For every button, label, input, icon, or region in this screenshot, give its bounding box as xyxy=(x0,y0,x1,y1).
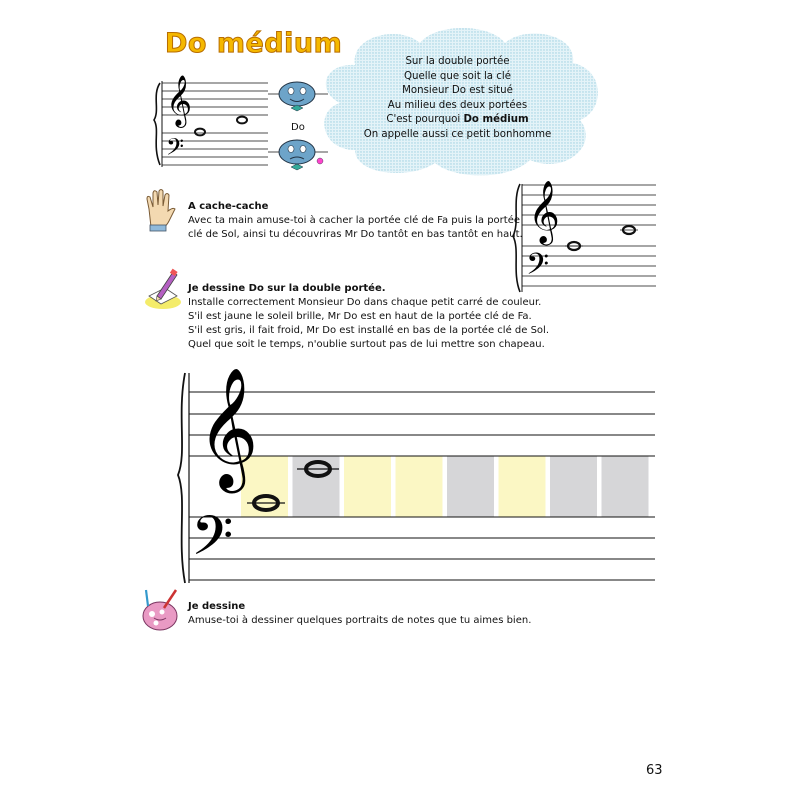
cache-cache-title: A cache-cache xyxy=(188,201,269,212)
yellow-box xyxy=(396,456,443,517)
dessine-do-line: Quel que soit le temps, n'oublie surtout pas de lui mettre son chapeau. xyxy=(188,339,545,350)
poem-line: Au milieu des deux portées xyxy=(387,99,528,111)
yellow-box xyxy=(344,456,391,517)
treble-clef-icon: 𝄞 xyxy=(197,366,259,488)
cache-cache-line: clé de Sol, ainsi tu découvriras Mr Do tantôt en bas tantôt en haut. xyxy=(188,229,523,240)
do-label: Do xyxy=(291,122,305,133)
do-note xyxy=(237,117,247,124)
bass-clef-icon: 𝄢 xyxy=(166,133,185,166)
treble-clef-icon: 𝄞 xyxy=(528,180,560,243)
dessine-title: Je dessine xyxy=(188,601,246,612)
cache-cache-line: Avec ta main amuse-toi à cacher la portée clé de Fa puis la portée xyxy=(188,215,521,226)
do-character-icon xyxy=(279,82,315,111)
dessine-line: Amuse-toi à dessiner quelques portraits de notes que tu aimes bien. xyxy=(188,615,532,626)
dessine-do-line: S'il est gris, il fait froid, Mr Do est installé en bas de la portée clé de Sol. xyxy=(188,325,550,336)
page-number: 63 xyxy=(646,763,663,778)
right-grand-staff xyxy=(510,180,660,295)
treble-clef-icon: 𝄞 xyxy=(166,75,193,126)
gray-box xyxy=(550,456,597,517)
cloud-poem xyxy=(345,55,570,143)
poem-line: Monsieur Do est situé xyxy=(402,85,513,97)
brace xyxy=(513,184,520,292)
dessine-do-title: Je dessine Do sur la double portée. xyxy=(188,283,386,294)
gray-box xyxy=(602,456,649,517)
brace xyxy=(178,373,185,583)
page-title: Do médium xyxy=(165,28,343,59)
poem-line: Quelle que soit la clé xyxy=(404,70,511,82)
brace xyxy=(154,83,160,165)
poem-line-start: C'est pourquoi xyxy=(386,114,464,126)
gray-box xyxy=(447,456,494,517)
exercise-grand-staff xyxy=(175,365,660,590)
dessine-do-line: S'il est jaune le soleil brille, Mr Do est en haut de la portée clé de Fa. xyxy=(188,311,532,322)
drawing-pencil-icon xyxy=(143,268,183,312)
bass-clef-icon: 𝄢 xyxy=(526,248,550,289)
bass-clef-icon: 𝄢 xyxy=(191,504,234,581)
dessine-do-line: Installe correctement Monsieur Do dans chaque petit carré de couleur. xyxy=(188,297,542,308)
poem-bold: Do médium xyxy=(463,114,529,126)
poem-line: On appelle aussi ce petit bonhomme xyxy=(363,128,552,140)
poem-line xyxy=(345,113,570,128)
gray-box xyxy=(293,456,340,517)
yellow-box xyxy=(499,456,546,517)
hand-icon xyxy=(143,187,177,233)
palette-icon xyxy=(140,588,182,632)
do-note xyxy=(195,129,205,136)
exercise-boxes xyxy=(241,456,649,517)
do-character-icon xyxy=(279,140,323,170)
poem-line: Sur la double portée xyxy=(405,56,510,67)
